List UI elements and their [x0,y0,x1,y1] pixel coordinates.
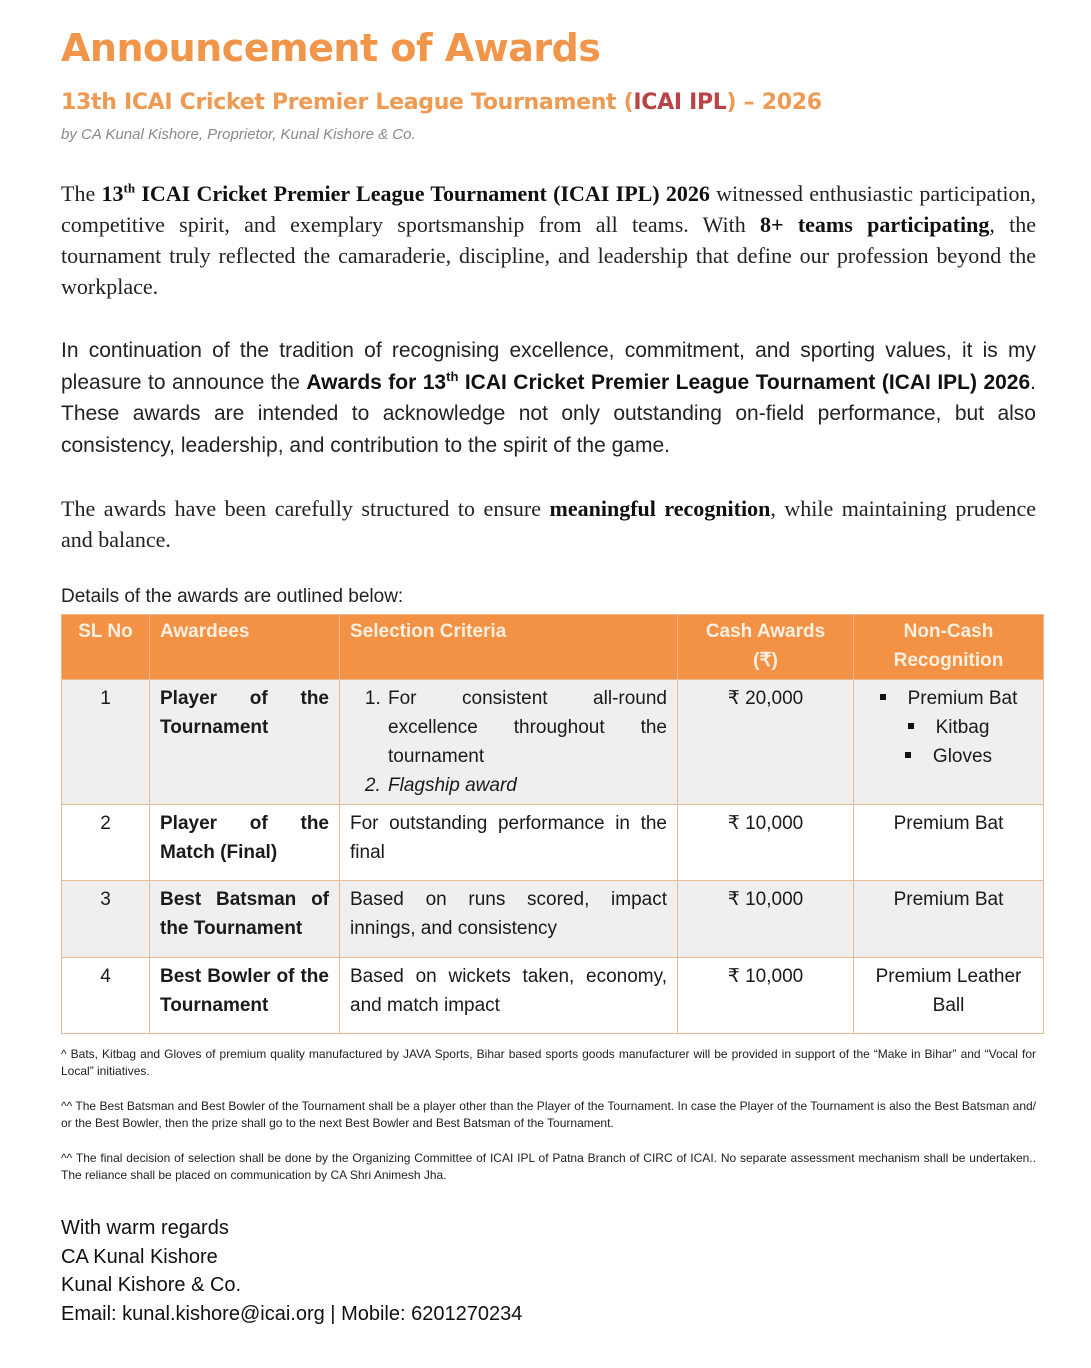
signatory-name: CA Kunal Kishore [61,1245,218,1268]
awards-table [61,614,1044,1034]
non-cash-cell [854,680,1044,805]
table-row [62,680,1044,805]
awardee-cell: Player of the Match (Final) [150,805,340,881]
criteria-item: 1. For consistent all-round excellence throughout the tournament [386,684,667,771]
subtitle-suffix: ) – 2026 [726,90,822,115]
awardee-cell: Player of the Tournament [150,680,340,805]
table-row [62,881,1044,958]
criteria-cell: Based on runs scored, impact innings, and consistency [340,881,678,958]
cash-award-cell: ₹ 10,000 [678,881,854,958]
awardee-cell: Best Batsman of the Tournament [150,881,340,958]
structure-paragraph [61,493,1036,555]
subtitle-highlight: ICAI IPL [633,90,727,115]
signature-block [61,1214,522,1329]
header-selection-criteria: Selection Criteria [340,615,678,680]
page-title: Announcement of Awards [61,26,601,70]
criteria-list [350,684,667,800]
criteria-cell: Based on wickets taken, economy, and match impact [340,958,678,1034]
text: , the tournament truly reflected the camaraderie, discipline, and leadership that define our profession beyond the workplace. [61,212,1036,299]
square-bullet-icon [908,723,914,729]
text: . These awards are intended to acknowledge not only outstanding on-field performance, but also consistency, leadership, and contribution to the spirit of the game. [61,370,1036,457]
footnotes [61,1046,1036,1202]
non-cash-list [864,684,1033,771]
cash-award-cell: ₹ 10,000 [678,958,854,1034]
text: The awards have been carefully structured to ensure [61,496,550,521]
table-caption: Details of the awards are outlined below: [61,586,404,607]
non-cash-item: Premium Bat [864,684,1033,713]
firm-name: Kunal Kishore & Co. [61,1274,242,1297]
text: The [61,181,102,206]
email-link[interactable]: kunal.kishore@icai.org [122,1303,325,1326]
header-sl-no: SL No [62,615,150,680]
header-non-cash-recognition: Non-Cash Recognition [854,615,1044,680]
non-cash-item: Gloves [864,742,1033,771]
table-row [62,805,1044,881]
bold-text: 8+ teams participating [760,212,990,237]
intro-paragraph [61,178,1036,302]
header-awardees: Awardees [150,615,340,680]
contact-line: Email: kunal.kishore@icai.org | Mobile: 6201270234 [61,1303,523,1326]
sl-cell: 2 [62,805,150,881]
text: witnessed enthusiastic participation, competitive spirit, and exemplary sportsmanship from all teams. With [61,181,1037,237]
criteria-item: 2. Flagship award [386,771,667,800]
bold-text: Awards for 13th ICAI Cricket Premier League Tournament (ICAI IPL) 2026 [306,368,1031,394]
non-cash-cell: Premium Leather Ball [854,958,1044,1034]
bold-text: meaningful recognition [549,496,771,521]
closing-greeting: With warm regards [61,1217,229,1239]
bold-text: 13th ICAI Cricket Premier League Tournament (ICAI IPL) 2026 [101,180,710,206]
awardee-cell: Best Bowler of the Tournament [150,958,340,1034]
page-subtitle [61,90,822,115]
criteria-cell: For outstanding performance in the final [340,805,678,881]
author-byline: by CA Kunal Kishore, Proprietor, Kunal Kishore & Co. [61,126,416,143]
footnote-final-decision: ^^ The final decision of selection shall be done by the Organizing Committee of ICAI IPL of Patna Branch of CIRC of ICAI. No separate assessment mechanism shall be undertaken.. The reliance shall be placed on communication by CA Shri Animesh Jha. [61,1151,1036,1182]
cash-award-cell: ₹ 10,000 [678,805,854,881]
non-cash-item: Kitbag [864,713,1033,742]
mobile-number[interactable]: 6201270234 [411,1303,523,1326]
sl-cell: 1 [62,680,150,805]
criteria-cell [340,680,678,805]
square-bullet-icon [905,752,911,758]
cash-award-cell: ₹ 20,000 [678,680,854,805]
header-cash-awards: Cash Awards (₹) [678,615,854,680]
footnote-make-in-bihar: ^ Bats, Kitbag and Gloves of premium quality manufactured by JAVA Sports, Bihar based sports goods manufacturer will be provided in support of the “Make in Bihar” and “Vocal for Local” initiatives. [61,1047,1036,1078]
superscript: th [446,368,459,384]
subtitle-prefix: 13th ICAI Cricket Premier League Tournament ( [61,90,634,115]
text: , while maintaining prudence and balance. [61,496,1037,552]
non-cash-cell: Premium Bat [854,805,1044,881]
sl-cell: 4 [62,958,150,1034]
table-row [62,958,1044,1034]
announcement-paragraph [61,335,1036,461]
text: In continuation of the tradition of recognising excellence, commitment, and sporting values, it is my pleasure to announce the [61,339,1036,394]
footnote-eligibility: ^^ The Best Batsman and Best Bowler of the Tournament shall be a player other than the Player of the Tournament. In case the Player of the Tournament is also the Best Batsman and/ or the Best Bowler, then the prize shall go to the next Best Bowler and Best Batsman of the Tournament. [61,1099,1036,1130]
square-bullet-icon [880,694,886,700]
sl-cell: 3 [62,881,150,958]
superscript: th [123,180,136,196]
table-header-row [62,615,1044,680]
non-cash-cell: Premium Bat [854,881,1044,958]
